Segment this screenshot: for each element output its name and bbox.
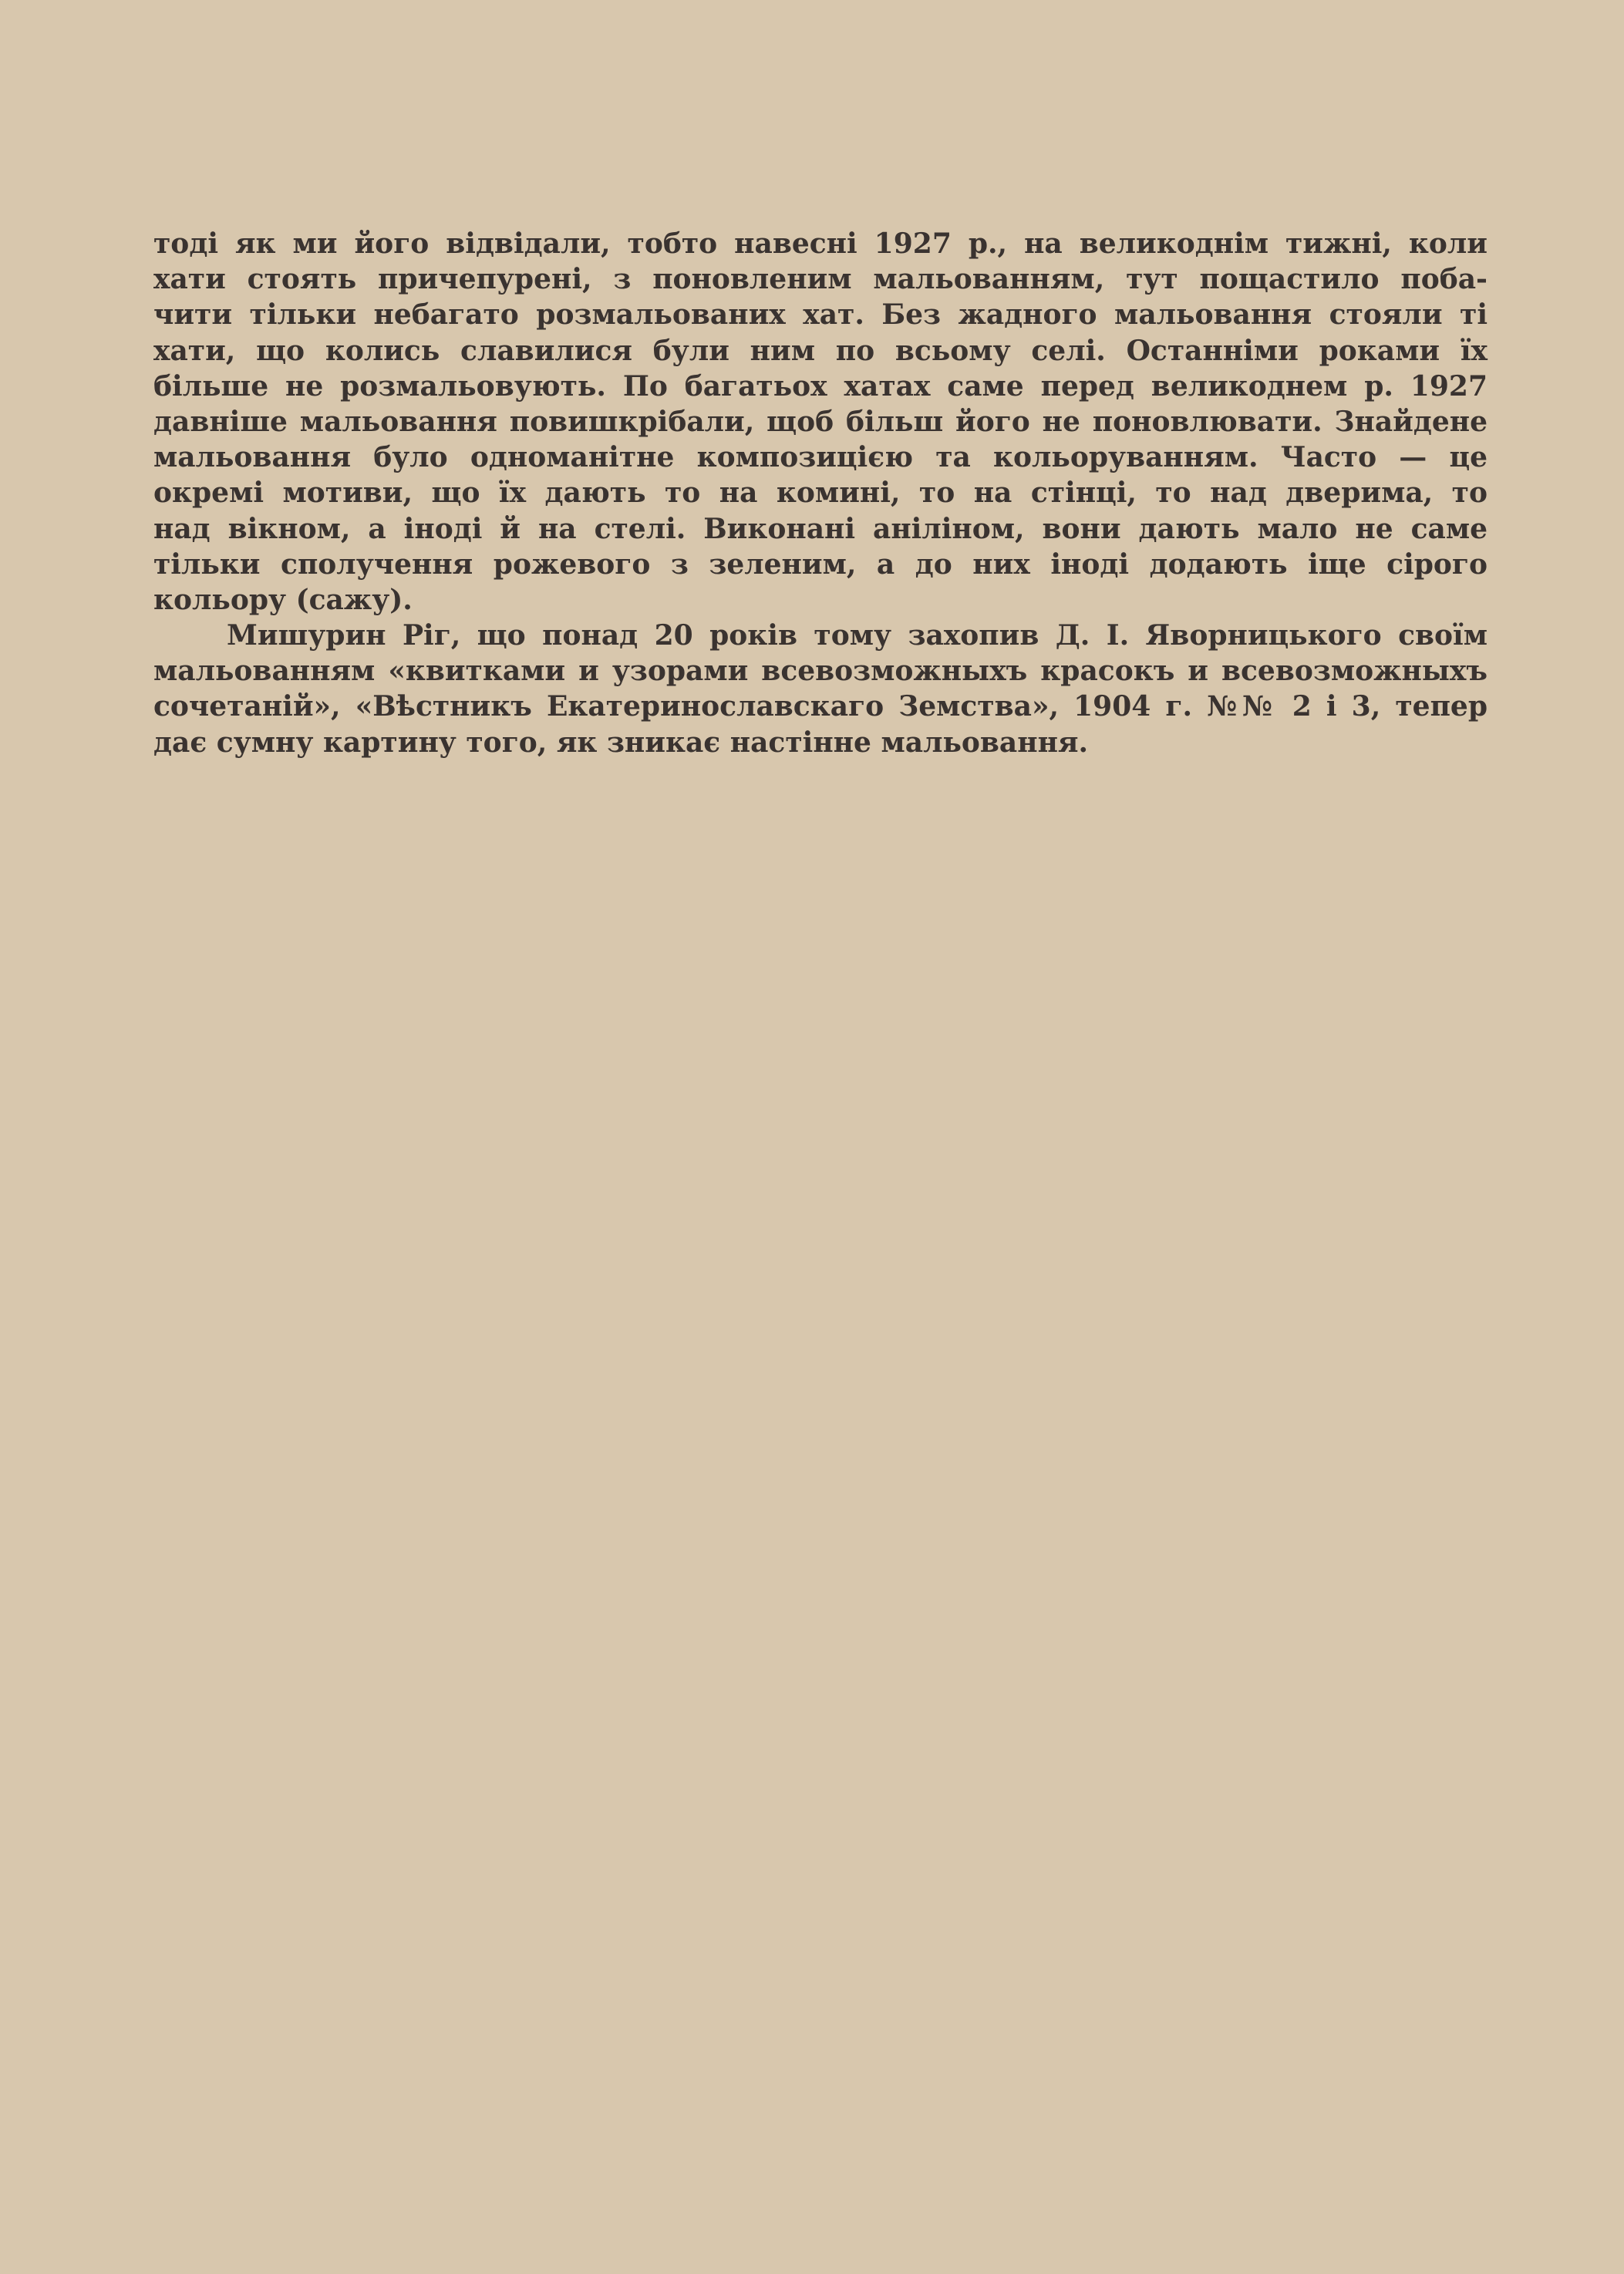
paragraph	[153, 618, 1488, 760]
text-line: тільки сполучення рожевого з зеленим, а до них іноді додають іще сірого	[153, 547, 1488, 581]
text-line: давніше мальовання повишкрібали, щоб більш його не поновлювати. Знайдене	[153, 405, 1488, 438]
text-line: тоді як ми його відвідали, тобто навесні 1927 р., на великоднім тижні, коли	[153, 227, 1488, 260]
body-text	[153, 226, 1488, 760]
text-line: хати, що колись славилися були ним по всьому селі. Останніми роками їх	[153, 334, 1488, 367]
text-line: більше не розмальовують. По багатьох хатах саме перед великоднем р. 1927	[153, 369, 1488, 403]
text-line: чити тільки небагато розмальованих хат. Без жадного мальовання стояли ті	[153, 298, 1488, 332]
text-line: над вікном, а іноді й на стелі. Виконані аніліном, вони дають мало не саме	[153, 512, 1488, 545]
text-line: кольору (сажу).	[153, 583, 413, 616]
text-line: мальовання було одноманітне композицією та кольоруванням. Часто — це	[153, 441, 1488, 474]
text-line: хати стоять причепурені, з поновленим мальованням, тут пощастило поба-	[153, 263, 1488, 296]
text-line: окремі мотиви, що їх дають то на комині, то на стінці, то над дверима, то	[153, 477, 1488, 510]
paragraph	[153, 226, 1488, 618]
text-line: Мишурин Ріг, що понад 20 років тому захопив Д. І. Яворницького своїм	[227, 619, 1488, 652]
text-line: дає сумну картину того, як зникає настінне мальовання.	[153, 726, 1089, 759]
text-line: мальованням «квитками и узорами всевозможныхъ красокъ и всевозможныхъ	[153, 655, 1488, 688]
text-line: сочетаній», «Вѣстникъ Екатеринославскаго Земства», 1904 г. №№ 2 і 3, тепер	[153, 690, 1488, 723]
